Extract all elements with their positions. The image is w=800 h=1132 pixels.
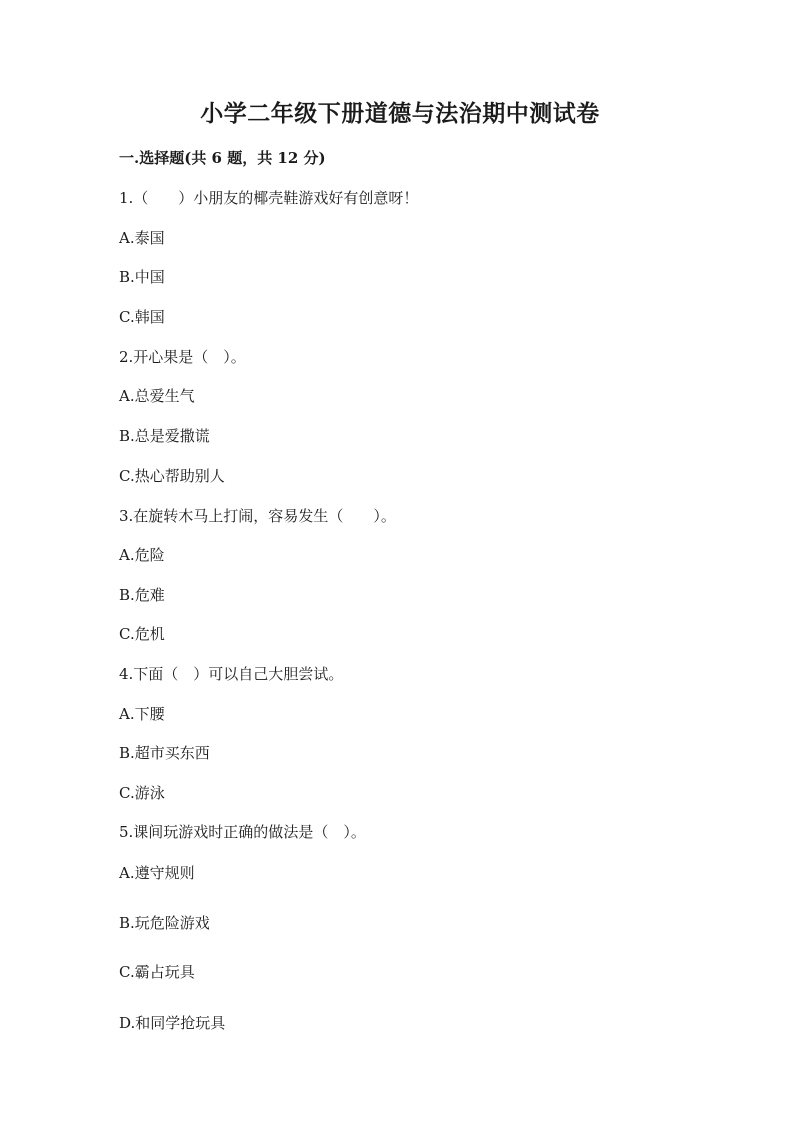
question-stem-3: 3.在旋转木马上打闹，容易发生（ ）。	[119, 507, 396, 525]
question-3-option-a: A.危险	[119, 546, 165, 564]
question-1-option-b: B.中国	[119, 268, 165, 286]
question-4-option-a: A.下腰	[119, 705, 165, 723]
question-5-option-c: C.霸占玩具	[119, 963, 195, 981]
question-2-option-a: A.总爱生气	[119, 387, 195, 405]
page-title: 小学二年级下册道德与法治期中测试卷	[200, 100, 600, 127]
section-heading: 一.选择题(共 6 题，共 12 分)	[119, 149, 326, 167]
question-5-option-b: B.玩危险游戏	[119, 914, 210, 932]
question-4-option-b: B.超市买东西	[119, 744, 210, 762]
question-3-option-c: C.危机	[119, 625, 165, 643]
question-5-option-a: A.遵守规则	[119, 864, 195, 882]
question-stem-2: 2.开心果是（ ）。	[119, 348, 246, 366]
question-1-option-c: C.韩国	[119, 308, 165, 326]
question-5-option-d: D.和同学抢玩具	[119, 1014, 226, 1032]
question-stem-5: 5.课间玩游戏时正确的做法是（ ）。	[119, 823, 366, 841]
question-3-option-b: B.危难	[119, 586, 165, 604]
question-2-option-c: C.热心帮助别人	[119, 467, 225, 485]
question-2-option-b: B.总是爱撒谎	[119, 427, 210, 445]
question-1-option-a: A.泰国	[119, 229, 165, 247]
question-stem-4: 4.下面（ ）可以自己大胆尝试。	[119, 665, 344, 683]
question-stem-1: 1.（ ）小朋友的椰壳鞋游戏好有创意呀！	[119, 189, 419, 207]
question-4-option-c: C.游泳	[119, 784, 165, 802]
